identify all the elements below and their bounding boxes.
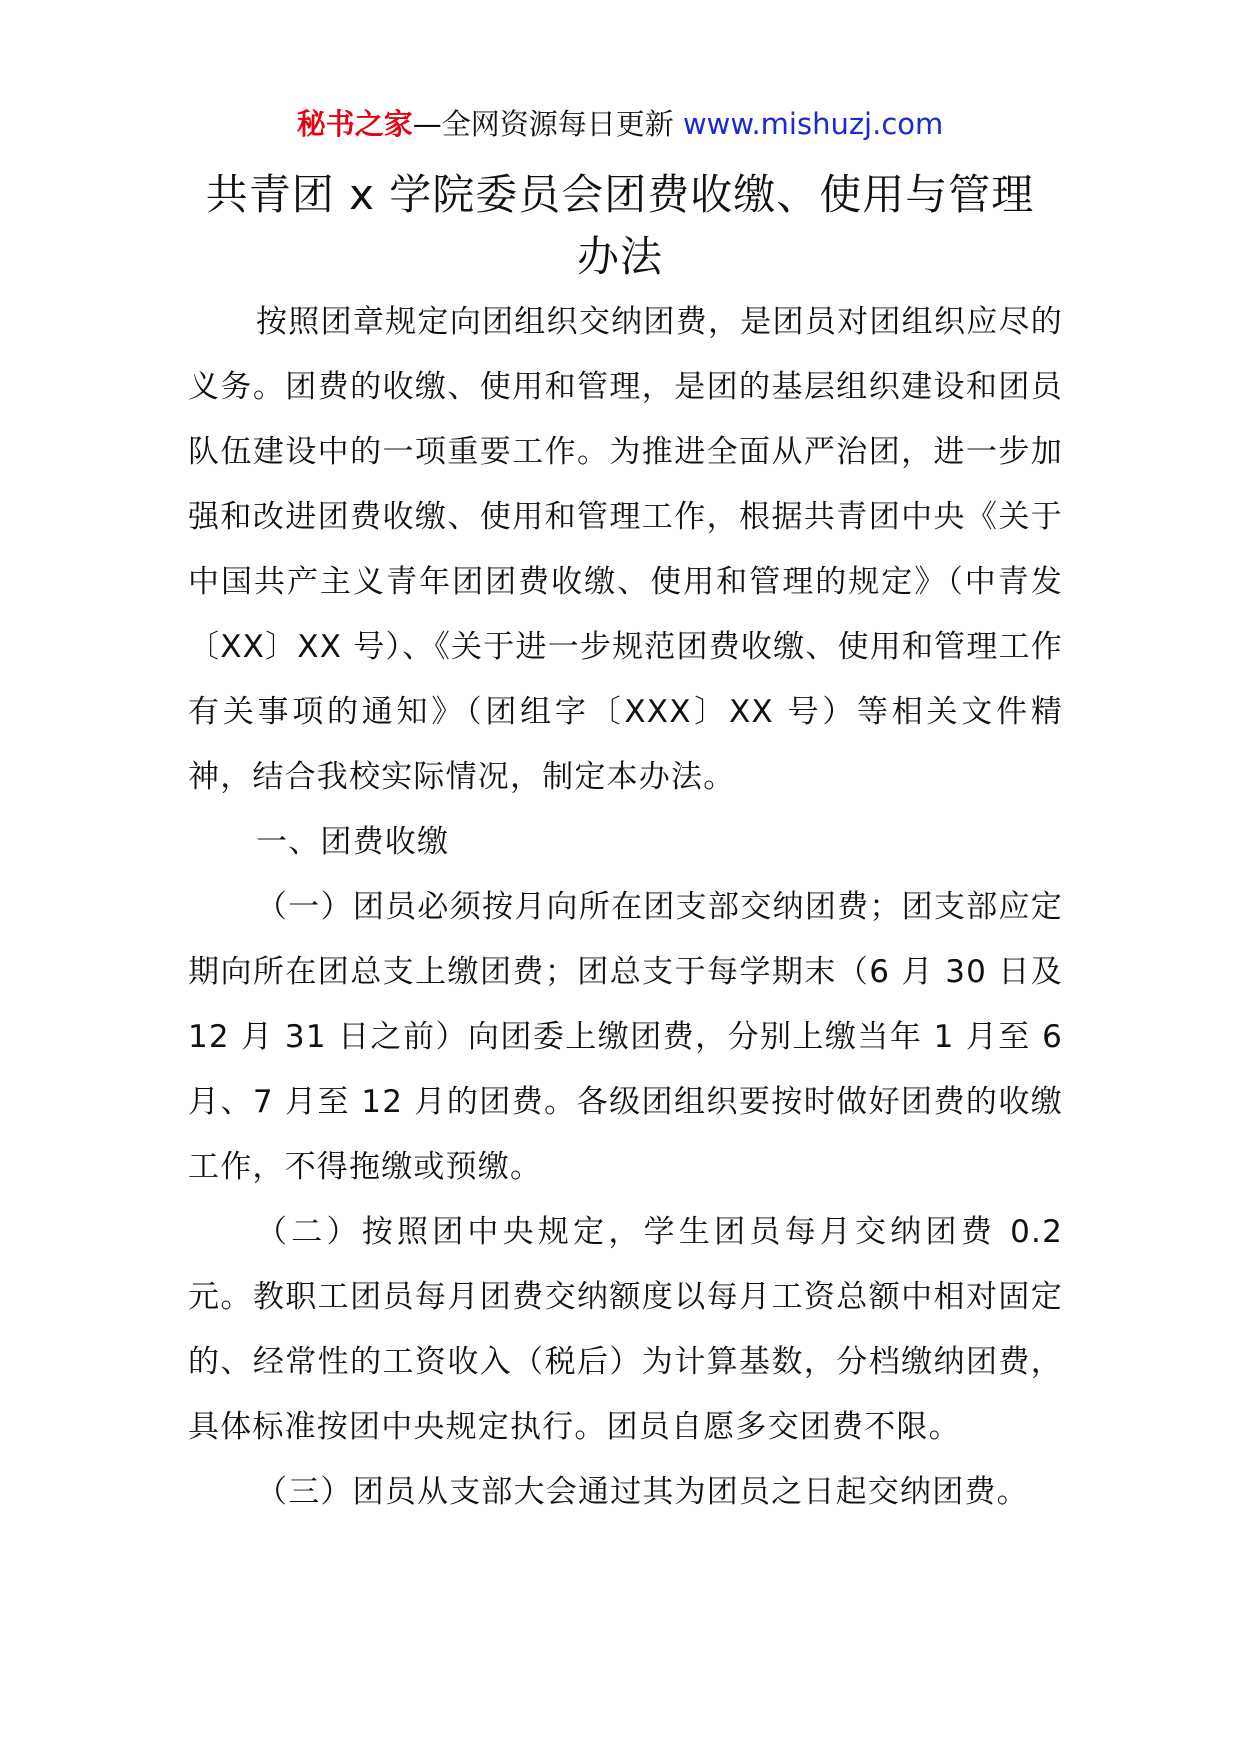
document-body bbox=[188, 290, 1063, 1525]
section-heading: 一、团费收缴 bbox=[256, 824, 450, 860]
site-url[interactable]: www.mishuzj.com bbox=[682, 107, 944, 141]
clause-paragraph: （三）团员从支部大会通过其为团员之日起交纳团费。 bbox=[256, 1474, 1029, 1510]
clause-paragraph: （一）团员必须按月向所在团支部交纳团费；团支部应定期向所在团总支上缴团费；团总支于每学期末（6 月 30 日及 12 月 31 日之前）向团委上缴团费，分别上缴当年 1 月至 6 月、7 月至 12 月的团费。各级团组织要按时做好团费的收缴工作，不得拖缴或预缴。 bbox=[188, 889, 1063, 1185]
clause-paragraph: （二）按照团中央规定，学生团员每月交纳团费 0.2 元。教职工团员每月团费交纳额度以每月工资总额中相对固定的、经常性的工资收入（税后）为计算基数，分档缴纳团费，具体标准按团中央规定执行。团员自愿多交团费不限。 bbox=[188, 1214, 1063, 1445]
site-header bbox=[0, 104, 1240, 144]
brand-name: 秘书之家 bbox=[296, 107, 413, 141]
document-title: 共青团 x 学院委员会团费收缴、使用与管理办法 bbox=[205, 170, 1035, 281]
intro-paragraph: 按照团章规定向团组织交纳团费，是团员对团组织应尽的义务。团费的收缴、使用和管理，是团的基层组织建设和团员队伍建设中的一项重要工作。为推进全面从严治团，进一步加强和改进团费收缴、使用和管理工作，根据共青团中央《关于中国共产主义青年团团费收缴、使用和管理的规定》（中青发〔XX〕XX 号）、《关于进一步规范团费收缴、使用和管理工作有关事项的通知》（团组字〔XXX〕XX 号）等相关文件精神，结合我校实际情况，制定本办法。 bbox=[188, 304, 1063, 795]
header-slogan: —全网资源每日更新 bbox=[412, 107, 683, 141]
